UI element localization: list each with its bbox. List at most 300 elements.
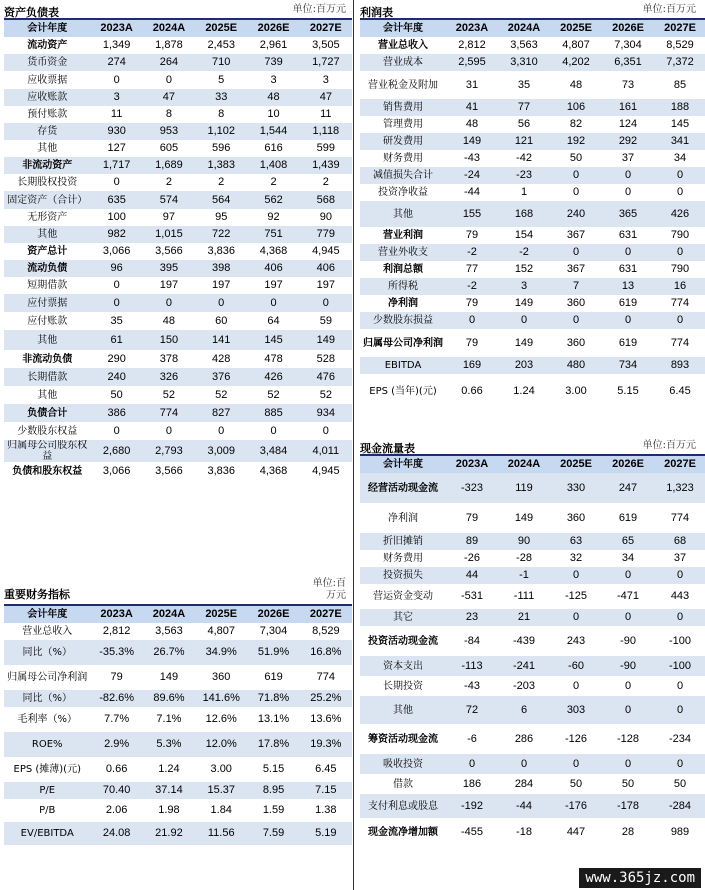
cell-value: 19.3% (300, 732, 352, 757)
cell-value: 0 (550, 167, 602, 184)
row-label: 净利润 (388, 512, 418, 524)
cell-value: 12.0% (195, 732, 247, 757)
cell-value: 722 (195, 226, 247, 243)
cell-value: 5.15 (617, 384, 639, 397)
table-row (360, 244, 705, 261)
cell-value: 3,484 (247, 440, 299, 462)
row-label: 其他 (4, 226, 90, 243)
row-label: 管理费用 (383, 119, 423, 130)
cell-value: 885 (247, 404, 299, 422)
cell-value: 779 (300, 226, 352, 243)
cell-value: 0 (113, 73, 120, 86)
table-row (4, 140, 352, 157)
cell-value: 56 (517, 118, 531, 130)
cell-value: 406 (247, 260, 299, 277)
row-label: 资本支出 (360, 656, 446, 676)
cell-value: -90 (620, 634, 636, 647)
row-label: 同比（%） (4, 690, 90, 707)
year-header: 2025E (550, 19, 602, 37)
cell-value: 303 (550, 696, 602, 724)
table-row (4, 782, 352, 799)
cell-value: 360 (212, 671, 231, 683)
table-row (4, 71, 352, 89)
cell-value: 596 (212, 142, 231, 154)
row-label: 长期借款 (4, 368, 90, 386)
unit-label: 单位:百万元 (312, 578, 346, 601)
cell-value: 367 (566, 263, 586, 275)
table-row (360, 696, 705, 724)
cell-value: 3 (270, 73, 277, 86)
table-row (360, 374, 705, 408)
cell-value: 284 (514, 777, 534, 790)
cell-value: 774 (670, 297, 690, 309)
cell-value: 168 (498, 201, 550, 227)
cell-value: 2 (322, 176, 329, 188)
cell-value: 619 (264, 671, 283, 683)
cell-value: 0 (602, 312, 654, 329)
cell-value: 82 (569, 118, 583, 130)
cell-value: 0.66 (461, 384, 483, 397)
cell-value: -126 (564, 732, 588, 745)
row-label: 支付利息或股息 (360, 794, 446, 818)
cell-value: 1.98 (158, 804, 180, 816)
table-row (4, 54, 352, 71)
cell-value: 1,383 (195, 157, 247, 174)
row-label: 归属母公司股东权益 (4, 440, 90, 462)
cell-value: 145 (670, 118, 690, 130)
row-label: 负债和股东权益 (12, 465, 83, 477)
cell-value: 149 (514, 511, 534, 524)
cell-value: 106 (550, 99, 602, 116)
cell-value: 330 (550, 473, 602, 503)
row-label: 无形资产 (27, 212, 68, 223)
cell-value: 0 (602, 167, 654, 184)
row-label: 营业成本 (360, 54, 446, 71)
unit-label: 单位:百万元 (642, 440, 696, 451)
cell-value: 48 (162, 314, 176, 327)
cell-value: 376 (195, 368, 247, 386)
cell-value: 443 (670, 590, 690, 602)
cell-value: 124 (618, 118, 638, 130)
table-row (4, 462, 352, 480)
cell-value: 4,807 (562, 39, 590, 51)
cell-value: 0 (654, 167, 705, 184)
cell-value: 1,015 (143, 226, 195, 243)
cell-value: 11 (110, 108, 123, 120)
cell-value: 635 (90, 191, 142, 209)
cell-value: 476 (300, 368, 352, 386)
cell-value: 1,102 (195, 123, 247, 140)
table-row (360, 99, 705, 116)
row-label: 其他 (37, 389, 58, 401)
cell-value: 149 (159, 671, 179, 683)
header-label: 会计年度 (360, 19, 446, 37)
cell-value: -60 (550, 656, 602, 676)
table-row (360, 774, 705, 794)
cell-value: 4,011 (300, 440, 352, 462)
table-row (4, 757, 352, 782)
cell-value: 0 (270, 424, 277, 437)
row-label: 负债合计 (4, 404, 90, 422)
cell-value: 96 (90, 260, 142, 277)
cell-value: 326 (143, 368, 195, 386)
cell-value: 0 (572, 679, 580, 692)
cell-value: 141.6% (195, 690, 247, 707)
cell-value: 1,544 (247, 123, 299, 140)
cell-value: 33 (195, 89, 247, 106)
cell-value: 79 (465, 229, 479, 241)
cell-value: 28 (621, 825, 635, 838)
row-label: 折旧摊销 (360, 533, 446, 550)
cell-value: 774 (670, 336, 690, 349)
cell-value: 734 (602, 357, 654, 374)
table-row (360, 818, 705, 846)
cell-value: 7,372 (654, 54, 705, 71)
cell-value: 528 (316, 352, 336, 365)
cell-value: 240 (90, 368, 142, 386)
table-row (360, 71, 705, 99)
cell-value: 247 (602, 473, 654, 503)
cell-value: 0 (550, 754, 602, 774)
row-label: EV/EBITDA (4, 822, 90, 845)
cell-value: 4,807 (207, 625, 235, 637)
cell-value: 378 (159, 352, 179, 365)
table-row (360, 133, 705, 150)
cell-value: 24.08 (90, 822, 142, 845)
year-header: 2024A (498, 19, 550, 37)
row-label: 存货 (4, 123, 90, 140)
cell-value: -42 (516, 152, 532, 164)
cell-value: 7.7% (104, 713, 130, 725)
table-row (4, 799, 352, 822)
cell-value: 52 (267, 388, 280, 401)
cell-value: 77 (498, 99, 550, 116)
cell-value: 1,727 (300, 54, 352, 71)
cell-value: -178 (602, 794, 654, 818)
cell-value: 3 (322, 73, 329, 86)
table-row (360, 550, 705, 567)
cell-value: 292 (602, 133, 654, 150)
cell-value: 119 (498, 473, 550, 503)
cell-value: -84 (464, 634, 480, 647)
cell-value: 197 (264, 279, 283, 291)
year-header: 2023A (446, 19, 498, 37)
panel-title: 利润表 (360, 6, 393, 19)
cell-value: 7.15 (300, 782, 352, 799)
cell-value: 149 (514, 297, 534, 309)
cell-value: 203 (498, 357, 550, 374)
table-row (4, 277, 352, 294)
table-row (360, 724, 705, 754)
cell-value: 12.6% (205, 713, 237, 725)
table-row (4, 260, 352, 277)
row-label: EPS (摊薄)(元) (13, 764, 81, 775)
cell-value: 562 (247, 191, 299, 209)
row-label: ROE% (4, 732, 90, 757)
row-label: 其他 (360, 696, 446, 724)
cell-value: 3,836 (207, 245, 235, 257)
income-statement-panel (360, 4, 702, 416)
year-header: 2026E (602, 19, 654, 37)
cell-value: 7 (550, 278, 602, 295)
cell-value: 605 (159, 142, 179, 154)
center-divider (353, 0, 354, 890)
cell-value: -1 (498, 567, 550, 584)
cell-value: 0 (550, 567, 602, 584)
cell-value: 774 (316, 671, 336, 683)
row-label: 其他 (360, 201, 446, 227)
year-header: 2024A (498, 455, 550, 473)
cell-value: 7.1% (156, 713, 182, 725)
header-row (4, 605, 352, 623)
cell-value: 37 (621, 152, 635, 164)
cell-value: 6,351 (602, 54, 654, 71)
cell-value: 739 (247, 54, 299, 71)
panel-title: 现金流量表 (360, 442, 415, 455)
cell-value: 386 (90, 404, 142, 422)
table-row (4, 368, 352, 386)
cell-value: 13.6% (310, 713, 342, 725)
table-row (360, 794, 705, 818)
cell-value: 1,349 (102, 39, 131, 51)
cell-value: 8 (218, 108, 225, 120)
cell-value: 2,680 (90, 440, 142, 462)
cell-value: -128 (616, 732, 640, 745)
cell-value: 0 (654, 244, 705, 261)
cell-value: 398 (195, 260, 247, 277)
cell-value: 365 (602, 201, 654, 227)
table-row (4, 732, 352, 757)
cell-value: 90 (319, 211, 332, 223)
cell-value: 426 (654, 201, 705, 227)
cell-value: 274 (90, 54, 142, 71)
row-label: 现金流净增加额 (368, 826, 438, 838)
row-label: 应收账款 (4, 89, 90, 106)
table-row (360, 503, 705, 533)
cell-value: 10 (267, 108, 280, 120)
cell-value: 0 (300, 294, 352, 312)
cell-value: 3,563 (155, 625, 183, 637)
row-label: P/B (39, 805, 56, 816)
cell-value: -531 (460, 590, 484, 602)
table-row (360, 278, 705, 295)
cell-value: -28 (516, 552, 532, 564)
cell-value: 70.40 (90, 782, 142, 799)
cell-value: 48 (247, 89, 299, 106)
table-row (360, 567, 705, 584)
cell-value: 0 (602, 696, 654, 724)
table-row (4, 440, 352, 462)
year-header: 2025E (195, 605, 247, 623)
cell-value: 0 (676, 186, 684, 198)
cell-value: 100 (107, 211, 126, 223)
cell-value: 72 (446, 696, 498, 724)
row-label: 营业利润 (383, 230, 423, 241)
cell-value: 953 (143, 123, 195, 140)
cell-value: 0 (113, 176, 120, 188)
table-row (360, 150, 705, 167)
cell-value: 92 (267, 211, 280, 223)
cell-value: 51.9% (247, 640, 299, 665)
cell-value: 0 (446, 312, 498, 329)
cell-value: 2,812 (458, 39, 486, 51)
row-label: 财务费用 (383, 553, 423, 564)
cell-value: 52 (215, 388, 228, 401)
cell-value: 447 (566, 825, 586, 838)
cell-value: 790 (670, 229, 690, 241)
table-row (4, 350, 352, 368)
table-row (360, 37, 705, 54)
row-label: 营业税金及附加 (368, 79, 438, 91)
cell-value: 428 (212, 352, 231, 365)
header-label: 会计年度 (360, 455, 446, 473)
row-label: 投资损失 (360, 567, 446, 584)
cell-value: 63 (550, 533, 602, 550)
cell-value: -18 (516, 825, 532, 838)
cell-value: 0 (550, 244, 602, 261)
row-label: 应付票据 (4, 294, 90, 312)
table-row (4, 191, 352, 209)
year-header: 2027E (654, 455, 705, 473)
table-row (360, 261, 705, 278)
cell-value: -2 (446, 244, 498, 261)
cell-value: 60 (215, 314, 228, 327)
cell-value: 11 (320, 108, 332, 120)
cell-value: 0 (602, 244, 654, 261)
cell-value: -2 (498, 244, 550, 261)
cell-value: 44 (446, 567, 498, 584)
cell-value: -176 (550, 794, 602, 818)
row-label: 营业总收入 (22, 626, 73, 637)
year-header: 2023A (90, 605, 142, 623)
data-table (360, 18, 705, 408)
row-label: 流动资产 (27, 40, 68, 51)
data-table (4, 18, 352, 480)
table-row (4, 243, 352, 260)
cell-value: 155 (446, 201, 498, 227)
cell-value: 3,563 (510, 39, 538, 51)
table-row (4, 312, 352, 330)
year-header: 2025E (195, 19, 247, 37)
row-label: 财务费用 (383, 153, 423, 164)
cell-value: 192 (550, 133, 602, 150)
cell-value: 4,368 (259, 464, 288, 477)
cell-value: 48 (569, 78, 583, 91)
cell-value: 619 (618, 336, 638, 349)
table-row (4, 707, 352, 732)
table-row (360, 227, 705, 244)
cell-value: -471 (616, 590, 640, 602)
cell-value: 0 (195, 294, 247, 312)
cell-value: 3,566 (155, 245, 183, 257)
cell-value: 25.2% (300, 690, 352, 707)
cell-value: 0 (602, 754, 654, 774)
cell-value: 8.95 (247, 782, 299, 799)
cell-value: 4,945 (312, 464, 340, 477)
cell-value: 1,878 (155, 39, 183, 51)
cell-value: 90 (498, 533, 550, 550)
cell-value: 264 (143, 54, 195, 71)
cell-value: 0 (654, 312, 705, 329)
data-table (4, 604, 352, 845)
table-row (360, 626, 705, 656)
row-label: 经营活动现金流 (360, 473, 446, 503)
table-row (4, 157, 352, 174)
row-label: 其他 (37, 143, 58, 154)
cell-value: 8,529 (312, 625, 340, 637)
cell-value: 989 (670, 825, 690, 838)
cell-value: 1,689 (143, 157, 195, 174)
cell-value: 2,595 (446, 54, 498, 71)
table-row (360, 167, 705, 184)
row-label: 少数股东权益 (17, 425, 78, 437)
cell-value: 480 (550, 357, 602, 374)
row-label: 同比（%） (4, 640, 90, 665)
table-row (4, 623, 352, 640)
table-row (360, 116, 705, 133)
cell-value: 121 (498, 133, 550, 150)
cell-value: 774 (143, 404, 195, 422)
cell-value: 17.8% (247, 732, 299, 757)
cell-value: 97 (162, 211, 176, 223)
row-label: 非流动负债 (22, 353, 73, 365)
year-header: 2027E (300, 19, 352, 37)
row-label: 研发费用 (360, 133, 446, 150)
cell-value: 1.84 (210, 804, 232, 816)
cell-value: 6 (498, 696, 550, 724)
cell-value: 31 (465, 78, 479, 91)
row-label: 应付账款 (27, 315, 68, 327)
row-label: 归属母公司净利润 (363, 337, 443, 349)
cell-value: -23 (498, 167, 550, 184)
table-row (4, 37, 352, 54)
table-row (360, 754, 705, 774)
cell-value: 1,118 (300, 123, 352, 140)
cell-value: 564 (195, 191, 247, 209)
cell-value: 0 (550, 609, 602, 626)
cell-value: -43 (464, 152, 480, 164)
cell-value: 79 (465, 336, 479, 349)
cell-value: 568 (300, 191, 352, 209)
cell-value: -24 (446, 167, 498, 184)
table-row (4, 404, 352, 422)
cell-value: 152 (514, 263, 534, 275)
cell-value: 47 (300, 89, 352, 106)
data-table (360, 454, 705, 846)
cell-value: 4,202 (550, 54, 602, 71)
table-row (4, 209, 352, 226)
cell-value: 2.06 (105, 804, 128, 816)
cell-value: 3 (498, 278, 550, 295)
cell-value: 52 (319, 388, 332, 401)
cell-value: 61 (90, 330, 142, 350)
cell-value: 8 (165, 108, 172, 120)
cell-value: 774 (670, 511, 690, 524)
cell-value: 79 (465, 511, 479, 524)
cell-value: 0 (624, 679, 632, 692)
cell-value: -203 (512, 679, 536, 692)
cell-value: 934 (300, 404, 352, 422)
cell-value: 41 (446, 99, 498, 116)
row-label: 筹资活动现金流 (368, 733, 438, 745)
balance-sheet-panel (4, 4, 352, 562)
cell-value: 16.8% (300, 640, 352, 665)
cell-value: 286 (514, 732, 534, 745)
cell-value: 21.92 (143, 822, 195, 845)
cell-value: 5.19 (300, 822, 352, 845)
cell-value: -26 (464, 552, 480, 564)
table-row (360, 184, 705, 201)
